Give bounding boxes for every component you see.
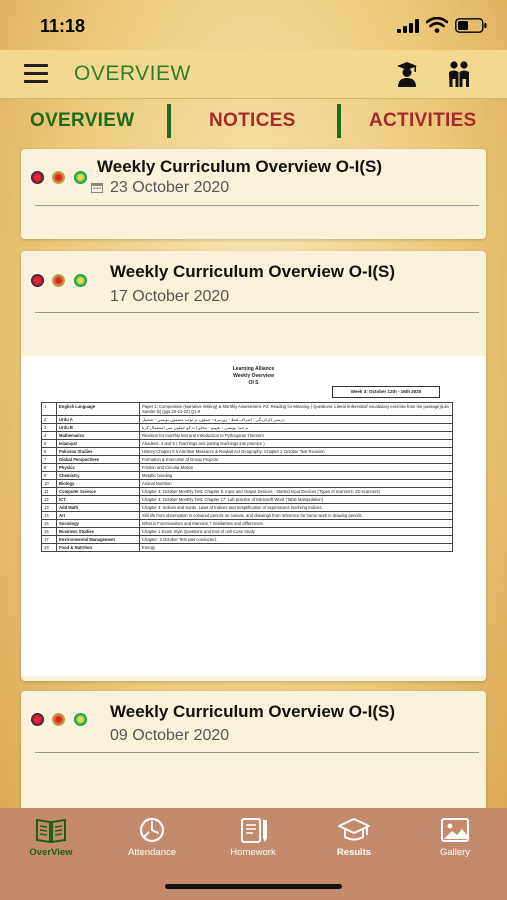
- attachment-document[interactable]: [21, 356, 486, 676]
- post-date: 09 October 2020: [110, 727, 230, 744]
- hamburger-menu-icon[interactable]: [24, 64, 48, 84]
- table-cell-content: Animal Nutrition: [140, 480, 453, 488]
- nav-gallery[interactable]: [415, 816, 495, 858]
- table-cell-content: Revision for monthly test and Introduction to Pythagoras Theorem: [140, 432, 453, 440]
- table-row: [42, 520, 453, 528]
- table-cell-content: Energy: [140, 544, 453, 552]
- table-cell-content: Chapter 3: Indices and Surds. Laws of Indices and Simplification of expressions involving Indices.: [140, 504, 453, 512]
- book-icon: [34, 816, 68, 844]
- table-cell-no: 15: [42, 520, 57, 528]
- table-cell-no: 8: [42, 464, 57, 472]
- table-cell-no: 6: [42, 448, 57, 456]
- post-date: 17 October 2020: [110, 288, 230, 305]
- table-cell-subject: Urdu B: [57, 424, 140, 432]
- school-logos: [31, 272, 91, 286]
- table-cell-content: Formation & Execution of Group Projects: [140, 456, 453, 464]
- table-cell-content: Metallic bonding: [140, 472, 453, 480]
- curriculum-table: [41, 402, 453, 552]
- table-cell-content: Chapter 3: October Monthly Test. Chapter 5: Input and Output Devices - Started Input Devices (Types of scanners, 2D scanners): [140, 488, 453, 496]
- table-cell-no: 7: [42, 456, 57, 464]
- school-logos: [31, 711, 91, 725]
- home-indicator: [165, 884, 342, 889]
- doc-class: OI S: [248, 380, 259, 386]
- doc-heading: Weekly Overview: [233, 373, 274, 379]
- table-row: [42, 528, 453, 536]
- table-cell-content: What is Functionalism and Marxism ? Similarities and differences.: [140, 520, 453, 528]
- table-cell-no: 13: [42, 504, 57, 512]
- table-cell-no: 4: [42, 432, 57, 440]
- table-cell-no: 1: [42, 403, 57, 416]
- post-date: 23 October 2020: [110, 179, 230, 196]
- table-cell-content: ترجمہ نویسی - تفہیم - محاورات کو جملوں میں استعمال کرنا: [140, 424, 453, 432]
- table-cell-content: Friction and Circular Motion: [140, 464, 453, 472]
- table-row: [42, 464, 453, 472]
- table-cell-subject: Environmental Management: [57, 536, 140, 544]
- tab-bar: [0, 102, 507, 142]
- tab-activities[interactable]: ACTIVITIES: [369, 110, 477, 131]
- battery-icon: [455, 18, 487, 33]
- table-cell-content: Chapter 1 Exam Style Questions and End of unit Case Study: [140, 528, 453, 536]
- post-card[interactable]: [21, 149, 486, 239]
- app-header: [0, 50, 507, 99]
- table-cell-no: 18: [42, 544, 57, 552]
- table-cell-content: Paper 1: Composition (Narrative Writing) & Monthly Assessment. P2: Reading for Meaning ( Questions: Literal /Inferential/ vocabulary exercise from the passage)(Lila Sander lit) (pgs 20-21-22) Q1-9: [140, 403, 453, 416]
- table-cell-no: 3: [42, 424, 57, 432]
- table-cell-subject: Art: [57, 512, 140, 520]
- school-emblem-icon: [52, 713, 65, 726]
- gallery-icon: [438, 816, 472, 844]
- attendance-icon: [135, 816, 169, 844]
- table-cell-subject: Chemistry: [57, 472, 140, 480]
- nav-label: Attendance: [127, 847, 177, 858]
- table-row: [42, 480, 453, 488]
- table-cell-no: 9: [42, 472, 57, 480]
- student-profile-icon[interactable]: [394, 60, 420, 88]
- post-title: Weekly Curriculum Overview O-I(S): [97, 157, 382, 176]
- doc-week: Week 3: October 12th - 16th 2020: [332, 386, 440, 398]
- nav-results[interactable]: [314, 816, 394, 858]
- table-row: [42, 488, 453, 496]
- table-row: [42, 512, 453, 520]
- post-title: Weekly Curriculum Overview O-I(S): [110, 262, 395, 281]
- table-row: [42, 536, 453, 544]
- table-cell-subject: Computer Science: [57, 488, 140, 496]
- table-row: [42, 456, 453, 464]
- table-cell-subject: Add Math: [57, 504, 140, 512]
- table-cell-content: Ahadees: 4 and 5 ( Teachings and putting teachings into practice ): [140, 440, 453, 448]
- table-row: [42, 432, 453, 440]
- table-cell-subject: English Language: [57, 403, 140, 416]
- nav-homework[interactable]: [213, 816, 293, 858]
- table-cell-subject: Physics: [57, 464, 140, 472]
- tab-divider: [337, 104, 341, 138]
- doc-org: Learning Alliance: [232, 366, 275, 372]
- table-cell-subject: Food & Nutrition: [57, 544, 140, 552]
- table-cell-content: History:Chapter 8 II Amritsar Massacre & Rowlatt Act Geography: Chapter 2 October Test Revision: [140, 448, 453, 456]
- table-cell-no: 17: [42, 536, 57, 544]
- card-divider: [35, 752, 479, 753]
- nav-overview[interactable]: [11, 816, 91, 858]
- table-cell-subject: Sociology: [57, 520, 140, 528]
- table-row: [42, 440, 453, 448]
- table-cell-content: درسی کارکردگی : اصراف لفظ - روزمرہ - جملوں پر توجہ مضمون نویسی - تفصیل: [140, 416, 453, 424]
- status-bar: [0, 0, 507, 50]
- school-badge-icon: [74, 171, 87, 184]
- page-title: OVERVIEW: [74, 62, 191, 85]
- school-crest-icon: [31, 171, 44, 184]
- graduation-cap-icon: [337, 816, 371, 844]
- table-cell-subject: Urdu A: [57, 416, 140, 424]
- nav-attendance[interactable]: [112, 816, 192, 858]
- nav-label: OverView: [29, 847, 73, 858]
- nav-label: Gallery: [439, 847, 471, 858]
- table-cell-subject: ICT: [57, 496, 140, 504]
- table-cell-no: 10: [42, 480, 57, 488]
- post-title: Weekly Curriculum Overview O-I(S): [110, 702, 395, 721]
- table-cell-subject: Biology: [57, 480, 140, 488]
- school-crest-icon: [31, 274, 44, 287]
- table-cell-subject: Business Studies: [57, 528, 140, 536]
- table-row: [42, 424, 453, 432]
- table-cell-subject: Pakistan Studies: [57, 448, 140, 456]
- table-row: [42, 448, 453, 456]
- school-badge-icon: [74, 713, 87, 726]
- school-emblem-icon: [52, 274, 65, 287]
- tab-overview[interactable]: OVERVIEW: [30, 110, 135, 131]
- table-cell-no: 2: [42, 416, 57, 424]
- table-row: [42, 403, 453, 416]
- tab-notices[interactable]: NOTICES: [209, 110, 296, 131]
- table-cell-no: 12: [42, 496, 57, 504]
- school-crest-icon: [31, 713, 44, 726]
- table-cell-no: 11: [42, 488, 57, 496]
- homework-icon: [236, 816, 270, 844]
- table-cell-no: 14: [42, 512, 57, 520]
- cellular-signal-icon: [397, 19, 419, 33]
- card-divider: [35, 205, 479, 206]
- table-cell-subject: Islamiyat: [57, 440, 140, 448]
- school-badge-icon: [74, 274, 87, 287]
- school-logos: [31, 169, 91, 183]
- table-row: [42, 472, 453, 480]
- table-cell-content: Still life from observation in coloured pencils on canvas, and drawings from reference for home work in drawing pencils.: [140, 512, 453, 520]
- table-cell-no: 5: [42, 440, 57, 448]
- table-row: [42, 504, 453, 512]
- calendar-icon: [91, 182, 103, 193]
- wifi-icon: [426, 17, 448, 33]
- table-cell-content: Chapter 3: October Monthly Test. Chapter 17: Lab practice of Microsoft Word (Table Manipulation): [140, 496, 453, 504]
- nav-label: Results: [336, 847, 372, 858]
- table-row: [42, 544, 453, 552]
- table-row: [42, 496, 453, 504]
- table-row: [42, 416, 453, 424]
- nav-label: Homework: [230, 847, 276, 858]
- school-emblem-icon: [52, 171, 65, 184]
- parents-icon[interactable]: [446, 60, 472, 88]
- table-cell-subject: Global Perspectives: [57, 456, 140, 464]
- post-card[interactable]: [21, 691, 486, 821]
- table-cell-no: 16: [42, 528, 57, 536]
- status-time: 11:18: [40, 16, 86, 36]
- tab-divider: [167, 104, 171, 138]
- card-divider: [35, 312, 479, 313]
- table-cell-subject: Mathematics: [57, 432, 140, 440]
- table-cell-content: Chapter- 3 October Test was conducted.: [140, 536, 453, 544]
